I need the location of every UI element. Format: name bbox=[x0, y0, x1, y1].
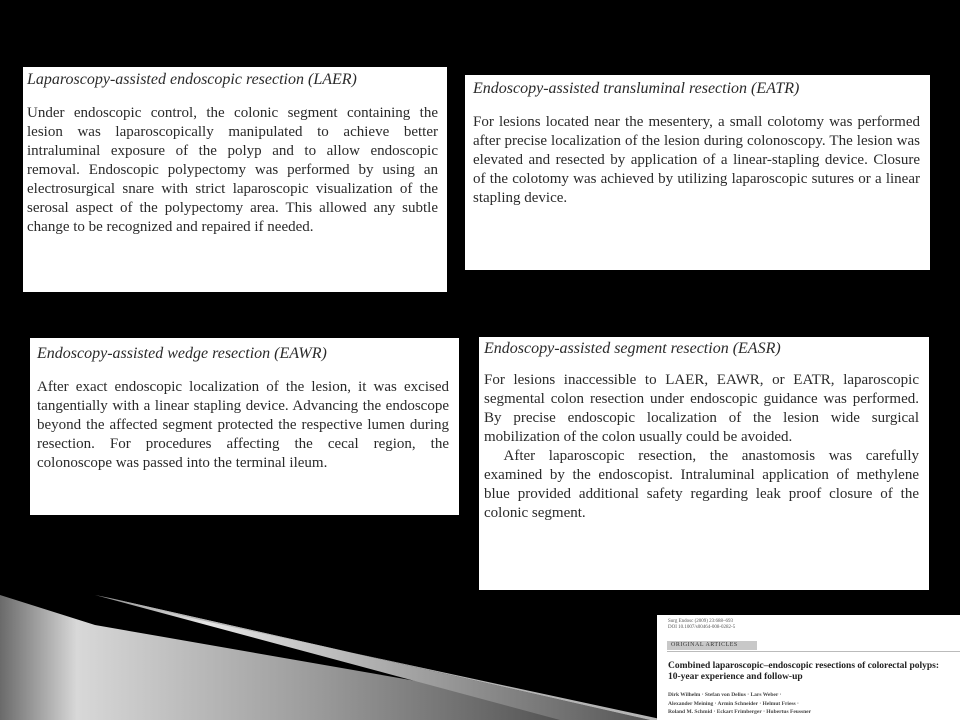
eawr-panel bbox=[30, 338, 459, 515]
easr-body-2: After laparoscopic resection, the anastomosis was carefully examined by the endoscopist. Intraluminal application of methylene blue provided additional safety regarding leak proof closure of the colonic segment. bbox=[484, 448, 919, 521]
laer-panel bbox=[23, 67, 447, 292]
article-divider bbox=[667, 651, 960, 652]
eatr-title: Endoscopy-assisted transluminal resection (EATR) bbox=[473, 80, 800, 97]
easr-title: Endoscopy-assisted segment resection (EASR) bbox=[484, 340, 781, 357]
laer-title: Laparoscopy-assisted endoscopic resection (LAER) bbox=[27, 71, 357, 88]
article-authors: Dirk Wilhelm · Stefan von Delius · Lars Weber · Alexander Meining · Armin Schneider · Helmut Friess · Roland M. Schmid · Eckart Frimberger · Hubertus Feussner bbox=[668, 692, 812, 715]
article-title: Combined laparoscopic–endoscopic resections of colorectal polyps: 10-year experience and follow-up bbox=[668, 661, 940, 682]
eawr-title: Endoscopy-assisted wedge resection (EAWR) bbox=[37, 345, 327, 362]
eatr-body: For lesions located near the mesentery, a small colotomy was performed after precise localization of the lesion during colonoscopy. The lesion was elevated and resected by application of a linear-stapling device. Closure of the colotomy was achieved by utilizing laparoscopic sutures or a linear stapling device. bbox=[473, 114, 920, 206]
easr-panel bbox=[479, 337, 929, 590]
easr-body-1: For lesions inaccessible to LAER, EAWR, or EATR, laparoscopic segmental colon resection under endoscopic guidance was performed. By precise endoscopic localization of the lesion wide surgical mobilization of the colon usually could be avoided. bbox=[484, 372, 919, 445]
eatr-panel bbox=[465, 75, 930, 270]
article-journal-info: Surg Endosc (2009) 23:688–693 DOI 10.1007/s00464-008-0282-5 bbox=[668, 619, 736, 630]
eawr-body: After exact endoscopic localization of the lesion, it was excised tangentially with a linear stapling device. Advancing the endoscope beyond the affected segment protected the respective lumen during resection. For procedures affecting the cecal region, the colonoscope was passed into the terminal ileum. bbox=[37, 379, 449, 471]
laer-body: Under endoscopic control, the colonic segment containing the lesion was laparoscopically manipulated to achieve better intraluminal exposure of the polyp and to allow endoscopic removal. Endoscopic polypectomy was performed by using an electrosurgical snare with strict laparoscopic visualization of the serosal aspect of the polypectomy area. This allowed any subtle change to be recognized and repaired if needed. bbox=[27, 105, 438, 235]
article-thumbnail bbox=[657, 615, 960, 720]
article-section-label: ORIGINAL ARTICLES bbox=[671, 642, 738, 648]
